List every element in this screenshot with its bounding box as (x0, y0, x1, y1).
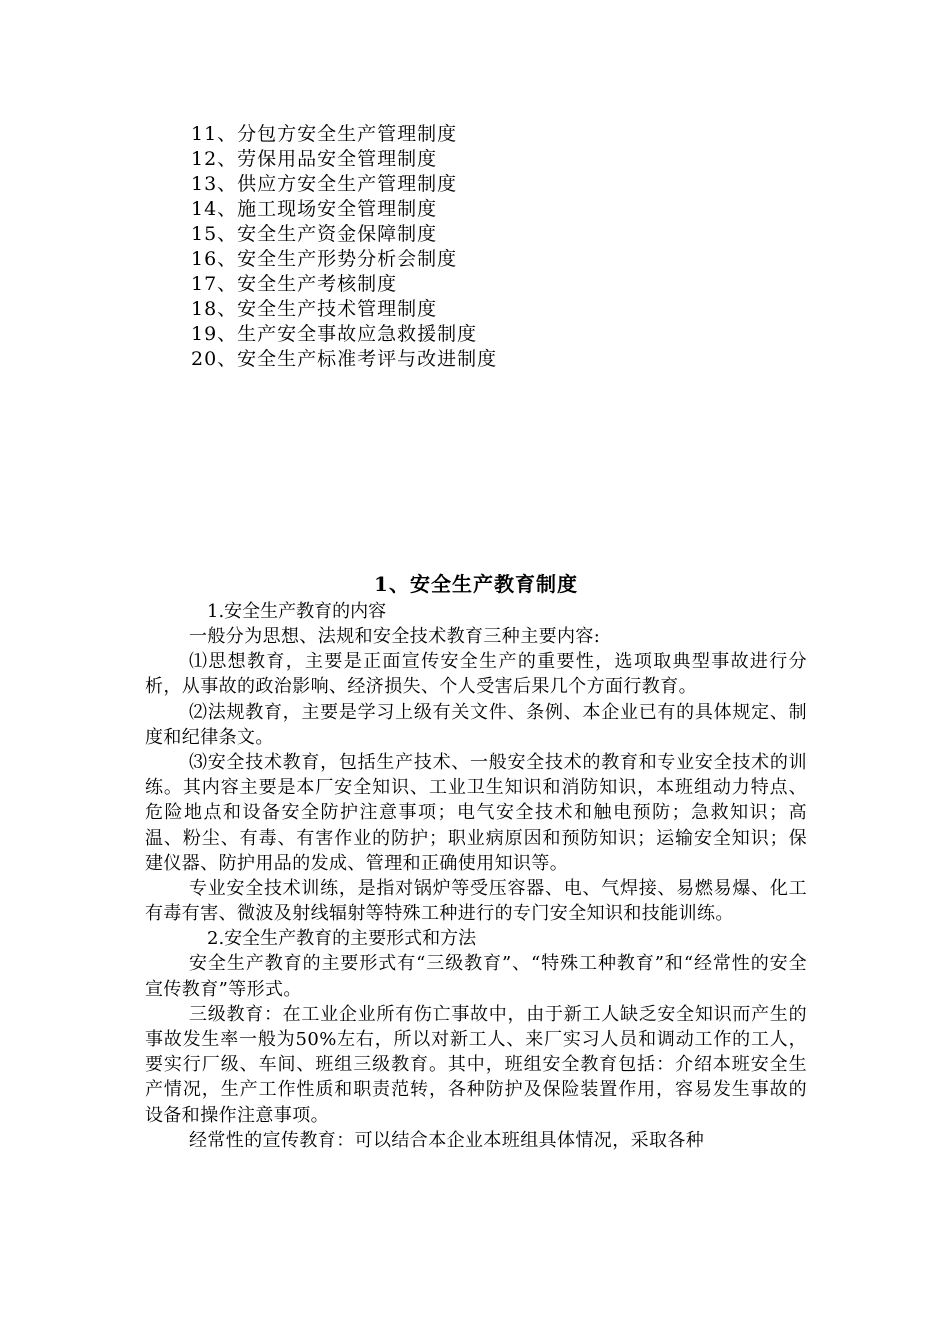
paragraph-regular-publicity: 经常性的宣传教育：可以结合本企业本班组具体情况，采取各种 (189, 1129, 705, 1151)
paragraph-safety-technology-education: ⑶安全技术教育，包括生产技术、一般安全技术的教育和专业安全技术的训练。其内容主要是本厂安全知识、工业卫生知识和消防知识，本班组动力特点、危险地点和设备安全防护注意事项；电气安全技术和触电预防；急救知识；高温、粉尘、有毒、有害作业的防护；职业病原因和预防知识；运输安全知识；保建仪器、防护用品的发成、管理和正确使用知识等。 (145, 752, 807, 874)
list-item: 14、施工现场安全管理制度 (191, 198, 438, 220)
list-item: 18、安全生产技术管理制度 (191, 298, 438, 320)
subsection-heading-forms: 2.安全生产教育的主要形式和方法 (207, 928, 477, 950)
list-item: 11、分包方安全生产管理制度 (191, 123, 458, 145)
list-item: 13、供应方安全生产管理制度 (191, 173, 458, 195)
section-title: 1、安全生产教育制度 (374, 572, 578, 596)
list-item: 16、安全生产形势分析会制度 (191, 248, 458, 270)
list-item: 15、安全生产资金保障制度 (191, 223, 438, 245)
subsection-heading-content: 1.安全生产教育的内容 (207, 601, 387, 622)
list-item: 17、安全生产考核制度 (191, 273, 398, 295)
education-section (145, 570, 807, 1153)
list-item: 19、生产安全事故应急救援制度 (191, 323, 478, 345)
list-item: 12、劳保用品安全管理制度 (191, 148, 438, 170)
paragraph-professional-training: 专业安全技术训练，是指对锅炉等受压容器、电、气焊接、易燃易爆、化工有毒有害、微波及射线辐射等特殊工种进行的专门安全知识和技能训练。 (145, 878, 807, 925)
paragraph-education-forms: 安全生产教育的主要形式有“三级教育”、“特殊工种教育”和“经常性的安全宣传教育”等形式。 (145, 953, 807, 1000)
paragraph-ideology-education: ⑴思想教育，主要是正面宣传安全生产的重要性，选项取典型事故进行分析，从事故的政治影响、经济损失、个人受害后果几个方面行教育。 (145, 651, 807, 698)
regulation-list (191, 122, 497, 372)
paragraph-three-level-education: 三级教育：在工业企业所有伤亡事故中，由于新工人缺乏安全知识而产生的事故发生率一般为50%左右，所以对新工人、来厂实习人员和调动工作的工人，要实行厂级、车间、班组三级教育。其中，班组安全教育包括：介绍本班安全生产情况，生产工作性质和职责范转，各种防护及保险装置作用，容易发生事故的设备和操作注意事项。 (145, 1003, 807, 1126)
paragraph-regulation-education: ⑵法规教育，主要是学习上级有关文件、条例、本企业已有的具体规定、制度和纪律条文。 (145, 701, 807, 748)
list-item: 20、安全生产标准考评与改进制度 (191, 348, 498, 370)
paragraph-overview: 一般分为思想、法规和安全技术教育三种主要内容: (189, 626, 601, 647)
